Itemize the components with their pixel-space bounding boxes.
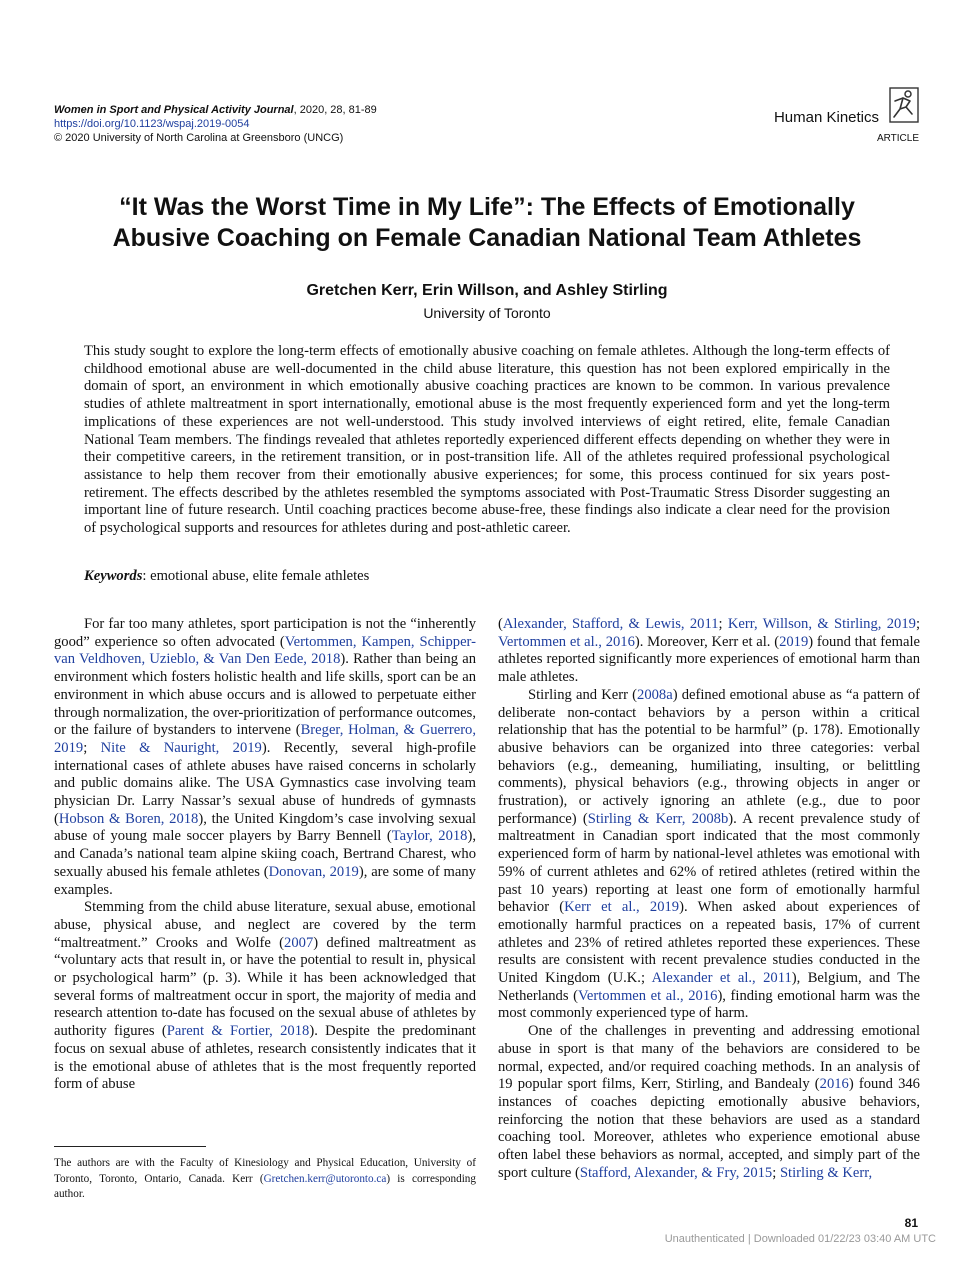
footnote bbox=[54, 1156, 476, 1203]
email-link[interactable]: Gretchen.kerr@utoronto.ca bbox=[263, 1172, 387, 1185]
citation-link[interactable]: Stafford, Alexander, & Fry, 2015 bbox=[579, 1164, 773, 1181]
human-kinetics-logo-icon bbox=[889, 87, 919, 123]
text-run: ; bbox=[772, 1164, 780, 1181]
citation-link[interactable]: Stirling & Kerr, bbox=[779, 1164, 873, 1181]
citation-link[interactable]: 2019 bbox=[779, 633, 809, 650]
keywords bbox=[84, 568, 369, 585]
text-run: ), Belgium, and The Netherlands ( bbox=[498, 970, 920, 1004]
title-line-1: “It Was the Worst Time in My Life”: The Effects of Emotionally bbox=[119, 193, 855, 221]
text-run: ) defined emotional abuse as “a pattern of deliberate non-contact behaviors by a person within a critical relationship that has the potential to be harmful” (p. 178). Emotionally abusive behaviors can be organized into three categories: verbal behaviors (e.g., demeaning, humiliating, insulting, or belittling comments), physical behaviors (e.g., throwing objects in anger or frustration), or actively ignoring an athlete (e.g., due to poor performance) ( bbox=[498, 686, 920, 827]
text-run: ), are some of many examples. bbox=[54, 863, 476, 898]
publisher-name: Human Kinetics bbox=[773, 109, 879, 126]
text-run: The authors are with the Faculty of Kinesiology and Physical Education, University of Toronto, Toronto, Ontario, Canada. Kerr ( bbox=[54, 1157, 476, 1185]
affiliation: University of Toronto bbox=[423, 305, 551, 321]
text-run: One of the challenges in preventing and addressing emotional abuse in sport is that many of the behaviors are considered to be normal, expected, and/or required coaching methods. In an analysis of 19 popular sport films, Kerr, Stirling, and Bandealy ( bbox=[498, 1023, 920, 1093]
citation-link[interactable]: Parent & Fortier, 2018 bbox=[166, 1023, 310, 1040]
citation-link[interactable]: Alexander, Stafford, & Lewis, 2011 bbox=[502, 616, 719, 632]
text-run: For far too many athletes, sport participation is not the “inherently good” experience so often advocated ( bbox=[54, 616, 476, 650]
text-run: ). When asked about experiences of emotionally harmful practices on a repeated basis, 17% of current athletes and 23% of retired athletes reported these experiences. These results are consistent with recent prevalence studies conducted in the United Kingdom (U.K.; bbox=[498, 899, 920, 987]
paragraph bbox=[498, 616, 920, 687]
keywords-text: emotional abuse, elite female athletes bbox=[150, 568, 370, 584]
journal-header bbox=[54, 103, 377, 145]
paragraph bbox=[498, 687, 920, 1023]
citation-link[interactable]: Donovan, 2019 bbox=[268, 863, 359, 880]
text-run: ; bbox=[83, 739, 101, 756]
text-run: Stemming from the child abuse literature, sexual abuse, emotional abuse, physical abuse, and neglect are covered by the term “maltreatment.” Crooks and Wolfe ( bbox=[54, 899, 476, 951]
journal-citation bbox=[54, 103, 377, 117]
article-title bbox=[40, 192, 934, 254]
page-number: 81 bbox=[904, 1216, 918, 1230]
text-run: ). A recent prevalence study of maltreatment in Canadian sport indicated that the most commonly experienced form of harm by national-level athletes was emotional with 59% of current athletes and 62% of retired athletes (retired within the past 10 years) reporting at least one form of emotionally harmful behavior ( bbox=[498, 810, 921, 916]
journal-meta: , 2020, 28, 81-89 bbox=[293, 104, 377, 116]
citation-link[interactable]: 2007 bbox=[284, 934, 314, 951]
citation-link[interactable]: Alexander et al., 2011 bbox=[651, 970, 792, 987]
body-column-right bbox=[498, 616, 920, 1183]
text-run: ) found 346 instances of coaches depicting emotionally abusive behaviors, reinforcing the notion that these behaviors are used as a standard coaching tool. Moreover, athletes who experience emotional abuse often label these behaviors as normal, accepted, and simply part of the sport culture ( bbox=[498, 1076, 920, 1181]
text-run: ). Despite the predominant focus on sexual abuse of athletes, research consistently indicates that it is the emotional abuse of athletes that is the most frequently reported form of abuse bbox=[54, 1023, 476, 1093]
text-run: Stirling and Kerr ( bbox=[528, 686, 638, 703]
text-run: ) defined maltreatment as “voluntary acts that result in, or have the potential to result in, physical or psychological harm” (p. 3). While it has been acknowledged that several forms of maltreatment occur in sport, the majority of media and research attention to-date has focused on the sexual abuse of athletes by authority figures ( bbox=[54, 934, 476, 1040]
citation-link[interactable]: Kerr et al., 2019 bbox=[564, 899, 680, 916]
text-run: ), finding emotional harm was the most commonly experienced type of harm. bbox=[498, 987, 920, 1022]
authors: Gretchen Kerr, Erin Willson, and Ashley Stirling bbox=[306, 282, 668, 299]
text-run: ; bbox=[718, 616, 728, 632]
text-run: ). Recently, several high-profile international cases of athlete abuses have raised concerns in scholarly and public domains alike. The USA Gymnastics case involving team physician Dr. Larry Nassar’s sexual abuse of hundreds of gymnasts ( bbox=[54, 739, 476, 827]
doi-link[interactable]: https://doi.org/10.1123/wspaj.2019-0054 bbox=[54, 118, 250, 130]
paragraph bbox=[54, 616, 476, 899]
text-run: ). Rather than being an environment which fosters holistic health and life skills, sport can be an environment in which abuse occurs and is allowed to perpetuate either through normalization, the over-prioritization of performance outcomes, or the failure of bystanders to intervene ( bbox=[54, 651, 476, 739]
copyright: © 2020 University of North Carolina at Greensboro (UNCG) bbox=[54, 132, 344, 144]
text-run: ). Moreover, Kerr et al. ( bbox=[634, 633, 780, 650]
citation-link[interactable]: 2016 bbox=[819, 1076, 849, 1093]
text-run: ) found that female athletes reported significantly more experiences of emotional harm than male athletes. bbox=[498, 633, 920, 686]
text-run: ), and Canada’s national team alpine skiing coach, Bertrand Charest, who sexually abused his female athletes ( bbox=[54, 828, 476, 880]
citation-link[interactable]: Hobson & Boren, 2018 bbox=[58, 810, 199, 827]
download-notice: Unauthenticated | Downloaded 01/22/23 03:40 AM UTC bbox=[664, 1233, 936, 1245]
text-run: ) is corresponding author. bbox=[54, 1172, 476, 1200]
body-column-left bbox=[54, 616, 476, 1094]
citation-link[interactable]: Vertommen et al., 2016 bbox=[577, 987, 718, 1004]
text-run: ; bbox=[915, 616, 920, 632]
abstract: This study sought to explore the long-term effects of emotionally abusive coaching on female athletes. Although the long-term effects of childhood emotional abuse are well-documented in the child abuse literature, this question has not been explored empirically in the domain of sport, an environment in which emotionally abusive coaching practices are known to be common. In various prevalence studies of athlete maltreatment in sport internationally, emotional abuse is the most frequently experienced form and yet the long-term implications of these experiences are not well-understood. This study involved interviews of eight retired, elite, female Canadian National Team members. The findings revealed that athletes reportedly experienced different effects depending on whether they were in their competitive careers, in the retirement transition, or in post-transition life. All of the athletes required professional psychological assistance to help them recover from their emotionally abusive experiences; for some, this process continued for six years post-retirement. The effects described by the athletes resembled the symptoms associated with Post-Traumatic Stress Disorder suggesting an important line of future research. Until coaching practices become abuse-free, these findings also indicate a clear need for the provision of psychological supports and resources for athletes during and post-athletic career. bbox=[84, 343, 890, 537]
text-run: ( bbox=[498, 616, 503, 632]
citation-link[interactable]: Breger, Holman, & Guerrero, 2019 bbox=[54, 722, 477, 756]
publisher-block bbox=[773, 87, 919, 144]
citation-link[interactable]: Nite & Nauright, 2019 bbox=[100, 739, 262, 756]
text-run: ), the United Kingdom’s case involving sexual abuse of young male soccer players by Barry Bennell ( bbox=[54, 810, 476, 845]
journal-title: Women in Sport and Physical Activity Journal bbox=[54, 104, 294, 116]
article-type: ARTICLE bbox=[876, 133, 919, 144]
citation-link[interactable]: Kerr, Willson, & Stirling, 2019 bbox=[727, 616, 916, 632]
citation-link[interactable]: 2008a bbox=[637, 686, 673, 703]
keywords-colon: : bbox=[142, 568, 147, 584]
citation-link[interactable]: Vertommen et al., 2016 bbox=[498, 633, 635, 650]
citation-link[interactable]: Stirling & Kerr, 2008b bbox=[587, 810, 729, 827]
keywords-label: Keywords bbox=[84, 568, 143, 584]
title-line-2: Abusive Coaching on Female Canadian National Team Athletes bbox=[112, 224, 862, 252]
citation-link[interactable]: Taylor, 2018 bbox=[391, 828, 468, 845]
footnote-divider bbox=[54, 1146, 206, 1147]
paragraph bbox=[498, 1023, 920, 1182]
citation-link[interactable]: Vertommen, Kampen, Schipper-van Veldhoven, Uzieblo, & Van Den Eede, 2018 bbox=[54, 633, 476, 668]
paragraph bbox=[54, 899, 476, 1094]
